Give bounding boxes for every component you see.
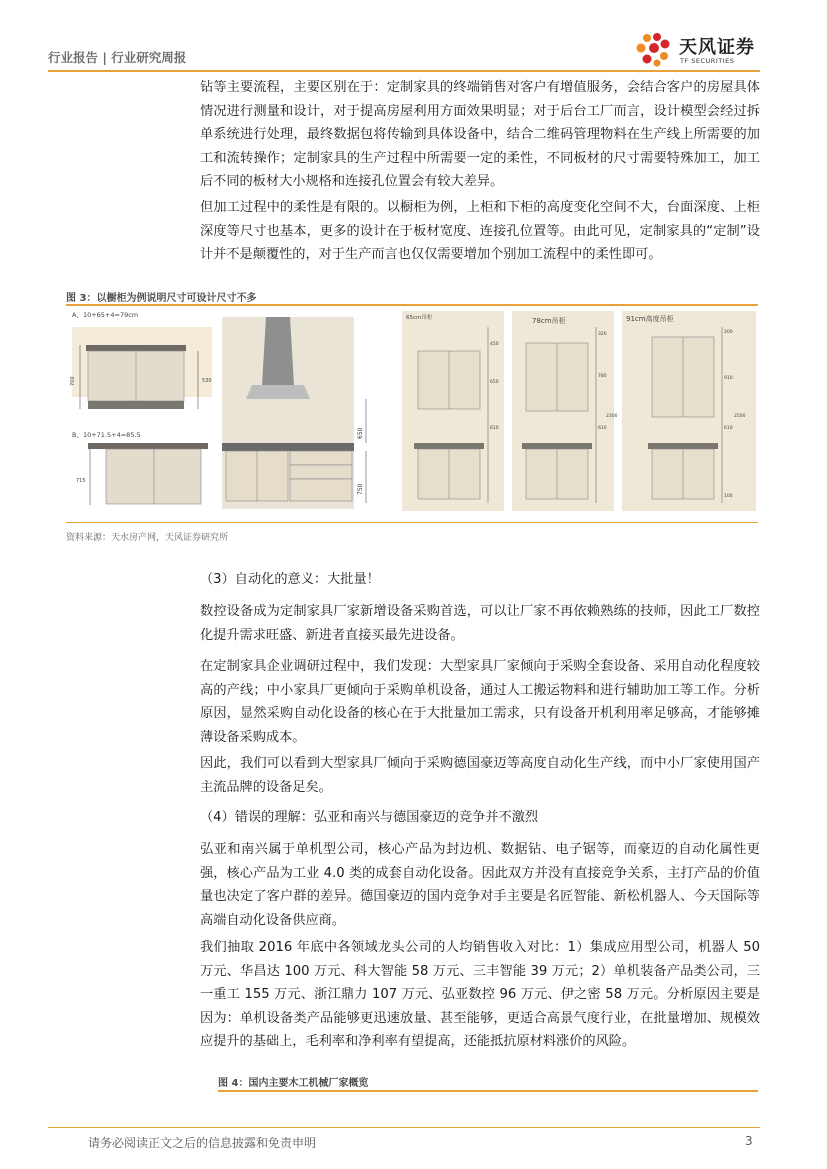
section-3-paragraph-3: 因此，我们可以看到大型家具厂倾向于采购德国豪迈等高度自动化生产线，而中小厂家使用国产主流品牌的设备足矣。 bbox=[200, 756, 760, 795]
figure-3-top-rule bbox=[66, 304, 758, 306]
wall-cabinet-78cm-panel bbox=[512, 311, 618, 511]
report-header: 行业报告 | 行业研究周报 bbox=[48, 50, 187, 65]
panel-65cm-title: 65cm吊柜 bbox=[406, 315, 433, 321]
dim-715: 715 bbox=[76, 478, 86, 484]
wall-cabinet-91cm-panel bbox=[622, 311, 756, 511]
figure-3-title: 图 3：以橱柜为例说明尺寸可设计尺寸不多 bbox=[66, 293, 257, 304]
panel-91cm-title: 91cm高度吊柜 bbox=[626, 315, 674, 323]
wall-cabinet-65cm-panel bbox=[402, 311, 504, 511]
section-4-paragraph-2: 我们抽取 2016 年底中各领域龙头公司的人均销售收入对比：1）集成应用型公司，机器人 50 万元、华昌达 100 万元、科大智能 58 万元、三丰智能 39 万元；2）单机装备产品类公司，三一重工 155 万元、浙江鼎力 107 万元、弘亚数控 96 万元、伊之密 58 万元。分析原因主要是因为：单机设备类产品能够更迅速放量、甚至能够，更适合高景气度行业，在批量增加、规模效应提升的基础上，毛利率和净利率有望提高，还能抵抗原材料涨价的风险。 bbox=[200, 940, 760, 1049]
panel-78cm-title: 78cm吊柜 bbox=[532, 317, 566, 325]
tf-logo-icon bbox=[633, 32, 675, 68]
p1-dim-450: 450 bbox=[490, 342, 499, 347]
label-b: B、10+71.5+4=85.5 bbox=[72, 431, 141, 439]
header-divider bbox=[48, 70, 760, 72]
p3-dim-100: 100 bbox=[724, 494, 733, 499]
p3-dim-610: 610 bbox=[724, 426, 733, 431]
p2-dim-780: 780 bbox=[598, 374, 607, 379]
base-cabinet-panel bbox=[70, 311, 212, 505]
p2-dim-320: 320 bbox=[598, 332, 607, 337]
company-logo bbox=[633, 30, 763, 70]
cabinet-dimension-figure bbox=[66, 307, 758, 519]
section-3-paragraph-2: 在定制家具企业调研过程中，我们发现：大型家具厂家倾向于采购全套设备、采用自动化程度较高的产线；中小家具厂更倾向于采购单机设备，通过人工搬运物料和进行辅助加工等工作。分析原因，显然采购自动化设备的核心在于大批量加工需求，只有设备开机利用率足够高，才能够摊薄设备采购成本。 bbox=[200, 659, 760, 745]
label-a: A、10+65+4=79cm bbox=[72, 311, 139, 319]
p1-dim-650: 650 bbox=[490, 380, 499, 385]
paragraph-2: 但加工过程中的柔性是有限的。以橱柜为例，上柜和下柜的高度变化空间不大，台面深度、上柜深度等尺寸也基本，更多的设计在于板材宽度、连接孔位置等。由此可见，定制家具的“定制”设计并不是颠覆性的，对于生产而言也仅仅需要增加个别加工流程中的柔性即可。 bbox=[200, 200, 760, 262]
p2-dim-2300: 2300 bbox=[606, 414, 618, 419]
figure-3-bottom-rule bbox=[66, 522, 758, 523]
section-3-heading: （3）自动化的意义：大批量！ bbox=[200, 572, 380, 587]
dim-700: 700 bbox=[70, 376, 76, 386]
kitchen-photo-panel bbox=[222, 317, 366, 509]
p1-dim-610: 610 bbox=[490, 426, 499, 431]
figure-3-source: 资料来源：天水房产网，天风证券研究所 bbox=[66, 533, 229, 543]
figure-4-title: 图 4：国内主要木工机械厂家概览 bbox=[218, 1078, 369, 1089]
dim-530: 530 bbox=[202, 378, 212, 384]
section-4-heading: （4）错误的理解：弘亚和南兴与德国豪迈的竞争并不激烈 bbox=[200, 810, 539, 825]
dim-650: 650 bbox=[357, 427, 364, 439]
paragraph-1: 钻等主要流程，主要区别在于：定制家具的终端销售对客户有增值服务，会结合客户的房屋具体情况进行测量和设计，对于提高房屋利用方面效果明显；对于后台工厂而言，设计模型会经过拆单系统进行处理，最终数据包将传输到具体设备中，结合二维码管理物料在生产线上所需要的加工和流转操作；定制家具的生产过程中所需要一定的柔性，不同板材的尺寸需要特殊加工，加工后不同的板材大小规格和连接孔位置会有较大差异。 bbox=[200, 80, 760, 189]
logo-name-cn: 天风证券 bbox=[679, 37, 755, 58]
footer-disclaimer: 请务必阅读正文之后的信息披露和免责申明 bbox=[88, 1136, 317, 1150]
footer-divider bbox=[48, 1127, 760, 1128]
p3-dim-2500: 2500 bbox=[734, 414, 746, 419]
p3-dim-910: 910 bbox=[724, 376, 733, 381]
section-3-paragraph-1: 数控设备成为定制家具厂家新增设备采购首选，可以让厂家不再依赖熟练的技师，因此工厂数控化提升需求旺盛、新进者直接买最先进设备。 bbox=[200, 604, 760, 643]
figure-4-top-rule bbox=[218, 1090, 758, 1092]
p3-dim-200: 200 bbox=[724, 330, 733, 335]
p2-dim-610: 610 bbox=[598, 426, 607, 431]
page-number: 3 bbox=[745, 1134, 753, 1148]
dim-750: 750 bbox=[357, 483, 364, 495]
section-4-paragraph-1: 弘亚和南兴属于单机型公司，核心产品为封边机、数据钻、电子锯等，而豪迈的自动化属性更强，核心产品为工业 4.0 类的成套自动化设备。因此双方并没有直接竞争关系，主打产品的价值量也决定了客户群的差异。德国豪迈的国内竞争对手主要是名匠智能、新松机器人、今天国际等高端自动化设备供应商。 bbox=[200, 842, 760, 928]
logo-name-en: TF SECURITIES bbox=[680, 57, 735, 65]
